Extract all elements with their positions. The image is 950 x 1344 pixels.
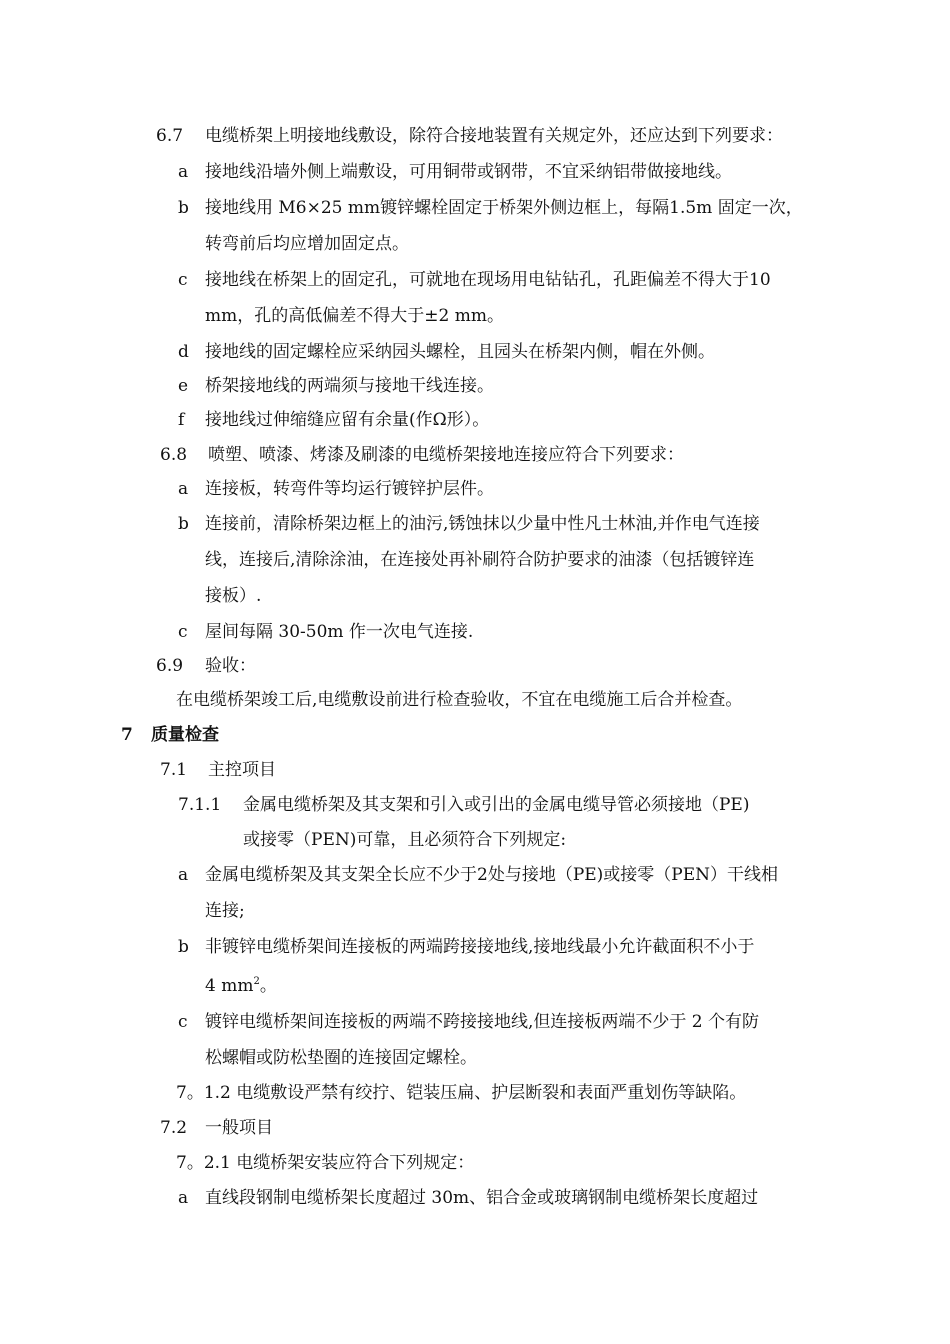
item-label-6-7-d: d — [178, 342, 189, 362]
item-7-1-1-c-line-1: 镀锌电缆桥架间连接板的两端不跨接接地线,但连接板两端不少于 2 个有防 — [205, 1012, 760, 1032]
item-6-8-b-line-1: 连接前，清除桥架边框上的油污,锈蚀抹以少量中性凡士林油,并作电气连接 — [205, 514, 760, 534]
item-label-6-7-c: c — [178, 270, 188, 290]
section-7-1-1-line-1: 金属电缆桥架及其支架和引入或引出的金属电缆导管必须接地（PE) — [243, 795, 750, 815]
area-tail: 。 — [259, 976, 277, 996]
item-label-7-2-1-a: a — [178, 1188, 189, 1208]
section-6-8-text: 喷塑、喷漆、烤漆及刷漆的电缆桥架接地连接应符合下列要求： — [208, 445, 684, 465]
area-superscript: 2 — [253, 976, 260, 987]
item-7-1-1-a-line-1: 金属电缆桥架及其支架全长应不少于2处与接地（PE)或接零（PEN）干线相 — [205, 865, 779, 885]
item-label-6-7-f: f — [178, 410, 185, 430]
section-6-9-body: 在电缆桥架竣工后,电缆敷设前进行检查验收，不宜在电缆施工后合并检查。 — [176, 690, 743, 710]
section-number-6-9: 6.9 — [156, 656, 184, 676]
item-6-7-e-line-1: 桥架接地线的两端须与接地干线连接。 — [205, 376, 494, 396]
item-7-1-1-b-line-1: 非镀锌电缆桥架间连接板的两端跨接接地线,接地线最小允许截面积不小于 — [205, 937, 755, 957]
section-number-7-1: 7.1 — [160, 760, 188, 780]
item-7-1-1-b-line-2 — [205, 977, 277, 995]
item-label-7-1-1-c: c — [178, 1012, 188, 1032]
section-number-6-8: 6.8 — [160, 445, 188, 465]
item-7-1-1-c-line-2: 松螺帽或防松垫圈的连接固定螺栓。 — [205, 1048, 477, 1068]
section-6-9-text: 验收： — [205, 656, 256, 676]
section-7-2-1-text: 7。2.1 电缆桥架安装应符合下列规定： — [176, 1153, 475, 1173]
item-label-6-8-b: b — [178, 514, 189, 534]
section-6-7-text: 电缆桥架上明接地线敷设，除符合接地装置有关规定外，还应达到下列要求： — [205, 126, 783, 146]
item-label-6-7-e: e — [178, 376, 189, 396]
item-label-6-8-a: a — [178, 479, 189, 499]
item-6-7-c-line-1: 接地线在桥架上的固定孔，可就地在现场用电钻钻孔，孔距偏差不得大于10 — [205, 270, 771, 290]
section-number-6-7: 6.7 — [156, 126, 184, 146]
item-6-8-a-line-1: 连接板，转弯件等均运行镀锌护层件。 — [205, 479, 494, 499]
section-number-7-2: 7.2 — [160, 1118, 188, 1138]
item-label-6-8-c: c — [178, 622, 188, 642]
section-7-2-title: 一般项目 — [205, 1118, 273, 1138]
section-7-1-1-line-2: 或接零（PEN)可靠，且必须符合下列规定: — [243, 830, 567, 850]
item-label-6-7-a: a — [178, 162, 189, 182]
section-number-7-1-1: 7.1.1 — [178, 795, 222, 815]
item-6-7-b-line-1: 接地线用 M6×25 mm镀锌螺栓固定于桥架外侧边框上，每隔1.5m 固定一次， — [205, 198, 803, 218]
item-6-7-c-line-2: mm，孔的高低偏差不得大于±2 mm。 — [205, 306, 504, 326]
item-6-7-f-line-1: 接地线过伸缩缝应留有余量(作Ω形）。 — [205, 410, 490, 430]
item-6-8-b-line-2: 线，连接后,清除涂油，在连接处再补刷符合防护要求的油漆（包括镀锌连 — [205, 550, 755, 570]
chapter-number-7: 7 — [121, 725, 133, 745]
item-6-7-b-line-2: 转弯前后均应增加固定点。 — [205, 234, 409, 254]
item-6-7-d-line-1: 接地线的固定螺栓应采纳园头螺栓，且园头在桥架内侧，帽在外侧。 — [205, 342, 715, 362]
section-7-1-title: 主控项目 — [208, 760, 276, 780]
chapter-title-7: 质量检查 — [151, 725, 219, 745]
item-label-7-1-1-a: a — [178, 865, 189, 885]
item-6-8-c-line-1: 屋间每隔 30-50m 作一次电气连接. — [205, 622, 474, 642]
item-6-8-b-line-3: 接板）. — [205, 586, 262, 606]
item-label-7-1-1-b: b — [178, 937, 189, 957]
area-value: 4 mm — [205, 976, 254, 996]
item-label-6-7-b: b — [178, 198, 189, 218]
item-7-1-1-a-line-2: 连接; — [205, 901, 245, 921]
item-6-7-a-line-1: 接地线沿墙外侧上端敷设，可用铜带或钢带，不宜采纳铝带做接地线。 — [205, 162, 732, 182]
section-7-1-2-text: 7。1.2 电缆敷设严禁有绞拧、铠装压扁、护层断裂和表面严重划伤等缺陷。 — [176, 1083, 747, 1103]
item-7-2-1-a-line-1: 直线段钢制电缆桥架长度超过 30m、铝合金或玻璃钢制电缆桥架长度超过 — [205, 1188, 759, 1208]
